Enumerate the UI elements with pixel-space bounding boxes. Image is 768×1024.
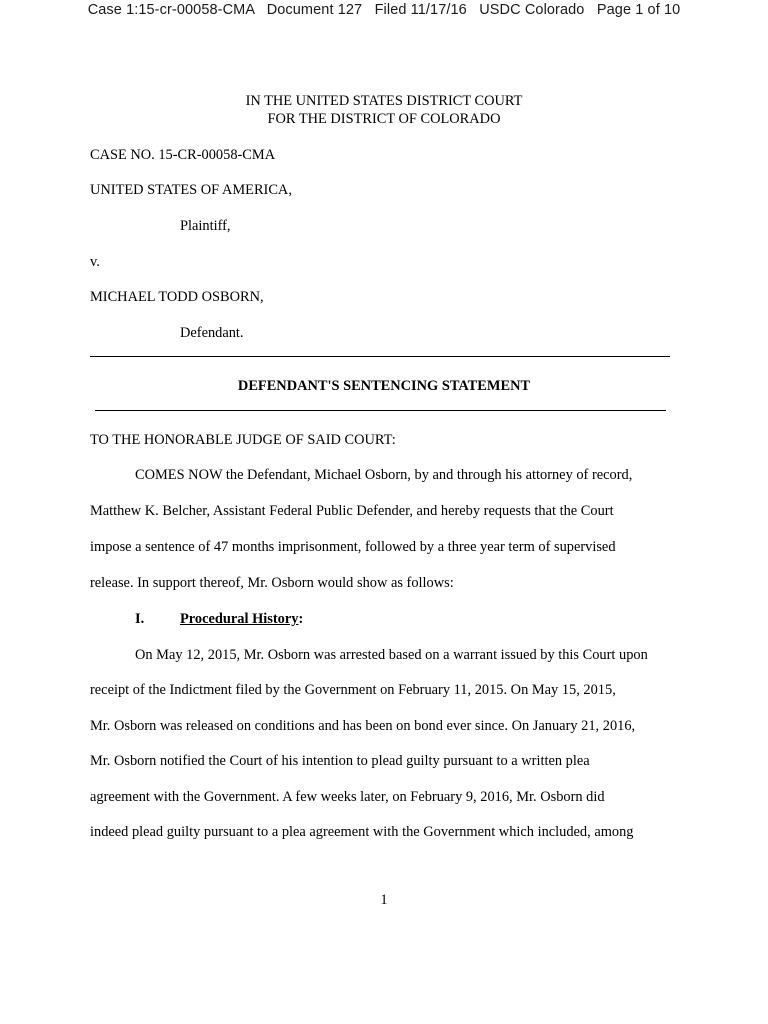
- plaintiff-name: UNITED STATES OF AMERICA,: [90, 182, 292, 198]
- court-name-line-2: FOR THE DISTRICT OF COLORADO: [267, 111, 501, 127]
- case-number: CASE NO. 15-CR-00058-CMA: [90, 147, 276, 163]
- caption-divider-bottom: [95, 410, 666, 411]
- versus-label: v.: [90, 254, 100, 270]
- section-paragraph-line: agreement with the Government. A few weeks later, on February 9, 2016, Mr. Osborn did: [90, 789, 605, 805]
- intro-paragraph-line: Matthew K. Belcher, Assistant Federal Public Defender, and hereby requests that the Court: [90, 503, 614, 519]
- page-number: 1: [380, 892, 388, 908]
- section-paragraph-line: indeed plead guilty pursuant to a plea agreement with the Government which included, among: [90, 824, 634, 840]
- filing-page-count: Page 1 of 10: [596, 2, 681, 18]
- section-heading: [180, 611, 303, 628]
- intro-paragraph-line: impose a sentence of 47 months imprisonment, followed by a three year term of supervised: [90, 539, 616, 555]
- section-paragraph-line: On May 12, 2015, Mr. Osborn was arrested based on a warrant issued by this Court upon: [135, 647, 648, 663]
- filing-document-number: Document 127: [266, 2, 363, 18]
- filing-header: [0, 2, 768, 18]
- defendant-name: MICHAEL TODD OSBORN,: [90, 289, 264, 305]
- section-heading-text: Procedural History: [180, 611, 299, 627]
- caption-divider-top: [90, 356, 670, 357]
- section-paragraph-line: Mr. Osborn notified the Court of his intention to plead guilty pursuant to a written plea: [90, 753, 590, 769]
- document-title: DEFENDANT'S SENTENCING STATEMENT: [237, 378, 531, 394]
- court-name-line-1: IN THE UNITED STATES DISTRICT COURT: [245, 93, 523, 109]
- intro-paragraph-line: COMES NOW the Defendant, Michael Osborn, by and through his attorney of record,: [135, 467, 633, 483]
- filing-case-number: Case 1:15-cr-00058-CMA: [87, 2, 255, 18]
- section-paragraph-line: receipt of the Indictment filed by the Government on February 11, 2015. On May 15, 2015,: [90, 682, 616, 698]
- filing-date: Filed 11/17/16: [374, 2, 467, 18]
- section-heading-colon: :: [298, 611, 304, 627]
- section-paragraph-line: Mr. Osborn was released on conditions and has been on bond ever since. On January 21, 2016,: [90, 718, 636, 734]
- salutation: TO THE HONORABLE JUDGE OF SAID COURT:: [90, 432, 396, 448]
- intro-paragraph-line: release. In support thereof, Mr. Osborn would show as follows:: [90, 575, 454, 591]
- plaintiff-role: Plaintiff,: [180, 218, 231, 234]
- filing-court: USDC Colorado: [479, 2, 585, 18]
- defendant-role: Defendant.: [180, 325, 244, 341]
- section-numeral: I.: [135, 611, 145, 627]
